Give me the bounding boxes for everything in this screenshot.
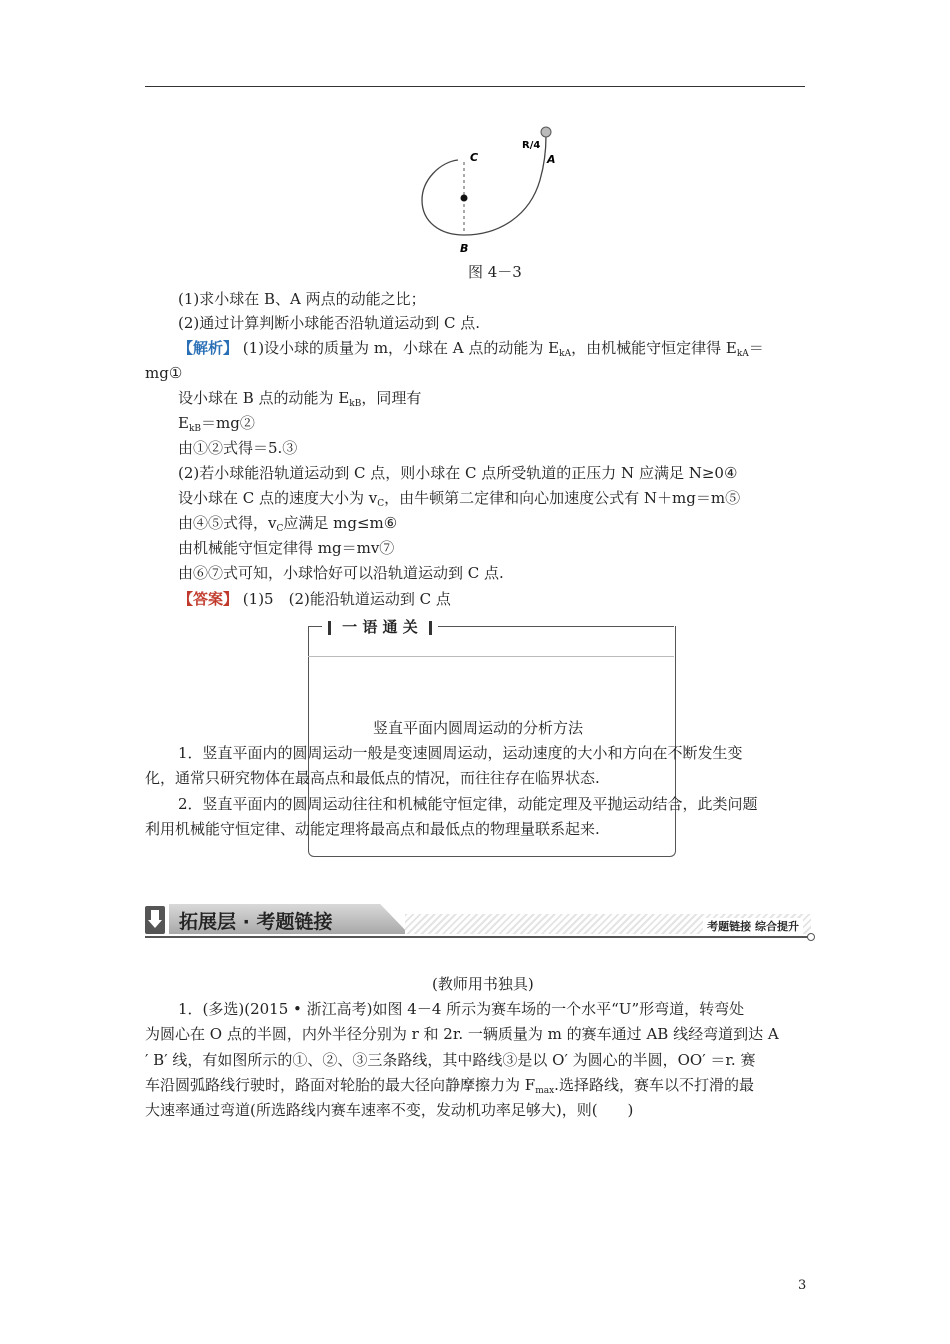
summary-p1a: 1．竖直平面内的圆周运动一般是变速圆周运动，运动速度的大小和方向在不断发生变 (178, 744, 743, 762)
analysis-line-4: $E_{kB}=mg②$ (178, 414, 255, 434)
exercise-line-4: 车沿圆弧路线行驶时，路面对轮胎的最大径向静摩擦力为 $F_{max}$.选择路线，赛车以不打滑的最 (145, 1076, 754, 1096)
banner-rule (145, 936, 811, 938)
banner-title: 拓展层 · 考题链接 (179, 911, 333, 933)
summary-p2b: 利用机械能守恒定律、动能定理将最高点和最低点的物理量联系起来. (145, 820, 600, 838)
question-1: (1)求小球在 B、A 两点的动能之比； (178, 290, 426, 308)
answer-line: 【答案】 (1)5 (2)能沿轨道运动到 C 点 (178, 590, 451, 608)
exercise-line-1: 1．(多选)(2015 • 浙江高考)如图 4－4 所示为赛车场的一个水平“U”形弯道，转弯处 (178, 1000, 745, 1018)
header-rule (145, 86, 805, 87)
figure-caption: 图 4－3 (468, 263, 522, 281)
banner-end-dot-icon (807, 933, 815, 941)
summary-title: 竖直平面内圆周运动的分析方法 (373, 719, 584, 737)
exercise-line-5: 大速率通过弯道(所选路线内赛车速率不变，发动机功率足够大)，则( ) (145, 1101, 634, 1119)
answer-tag: 【答案】 (178, 590, 239, 608)
page-number: 3 (798, 1278, 807, 1293)
analysis-line-1: 【解析】 (1)设小球的质量为 m，小球在 A 点的动能为 $E_{kA}$，由机械能守恒定律得 $E_{kA}=$ (178, 339, 764, 359)
analysis-line-6: (2)若小球能沿轨道运动到 C 点，则小球在 C 点所受轨道的正压力 N 应满足 N≥0④ (178, 464, 738, 482)
label-c: C (470, 151, 479, 164)
analysis-line-10: 由⑥⑦式可知，小球恰好可以沿轨道运动到 C 点. (178, 564, 504, 582)
exercise-line-3: ′ B′ 线，有如图所示的①、②、③三条路线，其中路线③是以 O′ 为圆心的半圆，OO′ ＝r. 赛 (145, 1051, 756, 1069)
analysis-line-9: 由机械能守恒定律得 mg＝mv⑦ (178, 539, 395, 557)
summary-p2a: 2．竖直平面内的圆周运动往往和机械能守恒定律，动能定理及平抛运动结合，此类问题 (178, 795, 758, 813)
analysis-line-3: 设小球在 B 点的动能为 $E_{kB}$，同理有 (178, 389, 422, 409)
summary-box-header: 一 语 通 关 (322, 616, 438, 638)
analysis-line-8: 由④⑤式得，$v_C$应满足 mg≤m⑥ (178, 514, 398, 534)
section-banner (145, 900, 815, 940)
label-r4: R/4 (522, 140, 541, 151)
exercise-line-2: 为圆心在 O 点的半圆，内外半径分别为 r 和 2r. 一辆质量为 m 的赛车通过 AB 线经弯道到达 A (145, 1025, 779, 1043)
label-a: A (547, 153, 556, 166)
summary-box-inner-line (308, 656, 674, 657)
summary-p1b: 化，通常只研究物体在最高点和最低点的情况，而往往存在临界状态. (145, 769, 600, 787)
analysis-line-2: mg① (145, 364, 183, 382)
ball-icon (541, 127, 551, 137)
banner-right-label: 考题链接 综合提升 (703, 918, 803, 934)
analysis-tag: 【解析】 (178, 339, 239, 357)
analysis-line-7: 设小球在 C 点的速度大小为 $v_C$，由牛顿第二定律和向心加速度公式有 N＋mg＝m⑤ (178, 489, 741, 509)
label-b: B (460, 242, 469, 255)
center-dot-icon (461, 195, 468, 202)
question-2: (2)通过计算判断小球能否沿轨道运动到 C 点. (178, 314, 481, 332)
exercise-note: (教师用书独具) (432, 975, 534, 993)
analysis-line-5: 由①②式得＝5.③ (178, 439, 298, 457)
track-figure (400, 120, 570, 260)
banner-arrow-icon (145, 906, 165, 934)
